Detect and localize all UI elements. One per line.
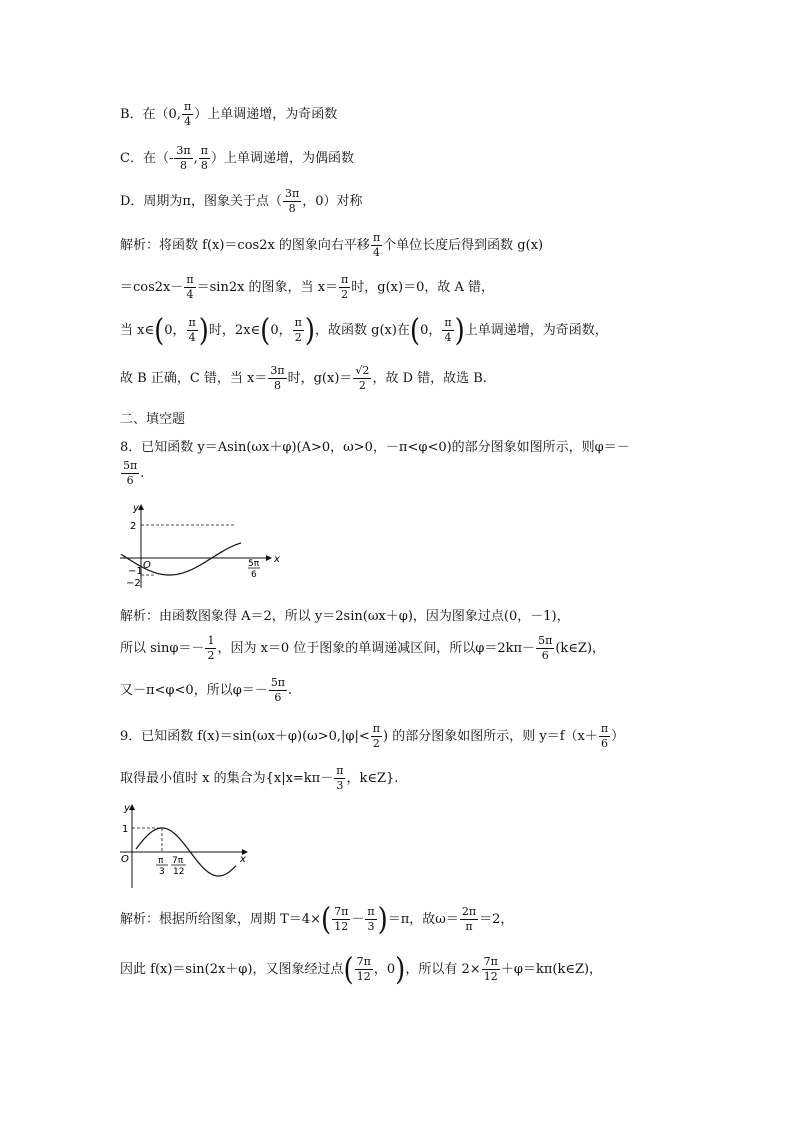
solution8-line1: 解析：由函数图象得 A＝2，所以 y＝2sin(ωx＋φ)，因为图象过点(0，－1)， xyxy=(120,609,570,624)
option-d-text: D．周期为π，图象关于点（ xyxy=(120,194,282,209)
text: 个单位长度后得到函数 g(x) xyxy=(383,238,544,253)
text: 取得最小值时 x 的集合为{x|x=kπ－ xyxy=(120,771,334,786)
text: ，0 xyxy=(373,962,396,977)
graph8 xyxy=(116,502,286,592)
fraction: $\frac{2\pi}{\pi}$ xyxy=(461,905,477,933)
option-b xyxy=(120,100,337,129)
origin-label: O xyxy=(121,854,129,865)
text: 所以 sinφ＝－ xyxy=(120,641,205,656)
text: 解析：根据所给图象，周期 T＝4× xyxy=(120,912,321,927)
text: 解析：将函数 f(x)＝cos2x 的图象向右平移 xyxy=(120,238,370,253)
text: ，故 D 错，故选 B. xyxy=(372,371,487,386)
text: 0， xyxy=(270,323,292,338)
fraction: $\frac{\pi}{2}$ xyxy=(372,722,381,750)
right-paren: ) xyxy=(304,312,315,349)
left-paren: ( xyxy=(409,312,421,349)
right-paren: ) xyxy=(395,951,406,988)
fraction: $\frac{\pi}{2}$ xyxy=(341,273,349,301)
origin-label: O xyxy=(143,560,151,571)
x-label: x xyxy=(274,554,280,565)
option-c xyxy=(120,144,354,173)
text: 因此 f(x)＝sin(2x＋φ)，又图象经过点 xyxy=(120,962,344,977)
fraction: $\frac{7\pi}{12}$ xyxy=(356,955,371,983)
fraction: $\frac{5\pi}{6}$ xyxy=(123,459,138,487)
fraction: $\frac{5\pi}{6}$ xyxy=(538,634,553,662)
text: 0， xyxy=(420,323,442,338)
text: . xyxy=(140,466,145,481)
section-title: 二、填空题 xyxy=(120,412,186,427)
solution8-line3 xyxy=(120,676,292,705)
text: ＋φ＝kπ(k∈Z)， xyxy=(500,962,603,977)
solution7-line2 xyxy=(120,273,494,302)
left-paren: ( xyxy=(260,312,271,349)
text: 又－π<φ<0，所以φ＝－ xyxy=(120,683,268,698)
text: ) 的部分图象如图所示，则 y＝f（x＋ xyxy=(383,729,598,744)
option-c-text: C．在（- xyxy=(120,151,174,166)
fraction: $\frac{\pi}{4}$ xyxy=(188,316,196,344)
text: 故 B 正确，C 错，当 x＝ xyxy=(120,371,268,386)
tick-1: 1 xyxy=(122,824,129,835)
solution9-line1 xyxy=(120,901,514,938)
text: ，所以有 2× xyxy=(405,962,481,977)
fraction: $\frac{√2}{2}$ xyxy=(355,364,370,392)
tick-minus2: −2 xyxy=(126,578,141,589)
text: ，故函数 g(x)在 xyxy=(314,323,410,338)
text: 上单调递增，为奇函数， xyxy=(464,323,608,338)
tick-x-den: 6 xyxy=(251,570,257,580)
right-paren: ) xyxy=(377,901,388,938)
right-paren: ) xyxy=(198,312,209,349)
option-b-text: B．在（0, xyxy=(120,107,181,122)
tick-a-num: π xyxy=(158,856,164,866)
fraction: $\frac{3\pi}{8}$ xyxy=(176,144,191,172)
solution7-line3 xyxy=(120,312,608,349)
solution8-line2 xyxy=(120,634,605,663)
tick-b-den: 12 xyxy=(173,867,185,877)
text: 时，g(x)＝0，故 A 错， xyxy=(351,280,494,295)
fraction: $\frac{\pi}{3}$ xyxy=(367,905,375,933)
text: ＝sin2x 的图象，当 x＝ xyxy=(196,280,339,295)
tick-a-den: 3 xyxy=(159,867,165,877)
right-paren: ) xyxy=(454,312,465,349)
text: . xyxy=(288,683,293,698)
text: ＝π，故ω＝ xyxy=(387,912,459,927)
fraction: $\frac{\pi}{4}$ xyxy=(444,316,452,344)
graph9 xyxy=(116,800,256,892)
option-b-text-2: ）上单调递增，为奇函数 xyxy=(194,107,338,122)
tick-b-num: 7π xyxy=(172,856,184,866)
y-label: y xyxy=(133,503,139,514)
fraction: $\frac{1}{2}$ xyxy=(207,634,215,662)
option-d xyxy=(120,187,362,216)
text: ＝2， xyxy=(479,912,514,927)
question8-answer xyxy=(120,459,144,488)
text: ） xyxy=(611,729,625,744)
fraction: $\frac{\pi}{6}$ xyxy=(600,722,609,750)
text: － xyxy=(351,912,365,927)
text: ，因为 x＝0 位于图象的单调递减区间，所以φ＝2kπ－ xyxy=(217,641,536,656)
left-paren: ( xyxy=(320,901,332,938)
option-c-text-2: ）上单调递增，为偶函数 xyxy=(210,151,354,166)
fraction: $\frac{5\pi}{6}$ xyxy=(270,676,286,704)
text: 当 x∈ xyxy=(120,323,155,338)
question9-line2 xyxy=(120,764,398,793)
solution9-line2 xyxy=(120,951,603,988)
fraction: $\frac{3\pi}{8}$ xyxy=(270,364,285,392)
text: ＝cos2x－ xyxy=(120,280,184,295)
fraction: $\frac{\pi}{4}$ xyxy=(186,273,194,301)
fraction: $\frac{7\pi}{12}$ xyxy=(334,905,349,933)
left-paren: ( xyxy=(154,312,165,349)
x-axis-arrow xyxy=(266,555,272,561)
tick-2: 2 xyxy=(130,521,137,532)
option-d-text-2: ，0）对称 xyxy=(302,194,363,209)
tick-minus1: −1 xyxy=(128,566,143,577)
text: ，k∈Z}. xyxy=(346,771,399,786)
solution7-line4 xyxy=(120,364,487,393)
question9-line1 xyxy=(120,722,624,751)
text: 9．已知函数 f(x)＝sin(ωx＋φ)(ω>0,|φ|< xyxy=(120,729,370,744)
text: (k∈Z)， xyxy=(555,641,606,656)
comma: , xyxy=(193,151,198,166)
text: 0， xyxy=(164,323,186,338)
left-paren: ( xyxy=(343,951,354,988)
x-label: x xyxy=(240,854,246,865)
question8-text: 8．已知函数 y＝Asin(ωx＋φ)(A>0，ω>0，－π<φ<0)的部分图象如图所示，则φ＝－ xyxy=(120,440,630,455)
fraction: $\frac{7\pi}{12}$ xyxy=(483,955,498,983)
fraction: $\frac{\pi}{4}$ xyxy=(372,231,381,259)
fraction: $\frac{\pi}{4}$ xyxy=(183,100,192,128)
text: 时，g(x)＝ xyxy=(287,371,353,386)
fraction: $\frac{\pi}{8}$ xyxy=(200,144,208,172)
fraction: $\frac{\pi}{3}$ xyxy=(336,764,344,792)
y-label: y xyxy=(124,803,130,814)
tick-x-num: 5π xyxy=(248,559,260,569)
text: 时，2x∈ xyxy=(208,323,261,338)
solution7-line1 xyxy=(120,231,543,260)
fraction: $\frac{3\pi}{8}$ xyxy=(284,187,300,215)
fraction: $\frac{\pi}{2}$ xyxy=(294,316,302,344)
